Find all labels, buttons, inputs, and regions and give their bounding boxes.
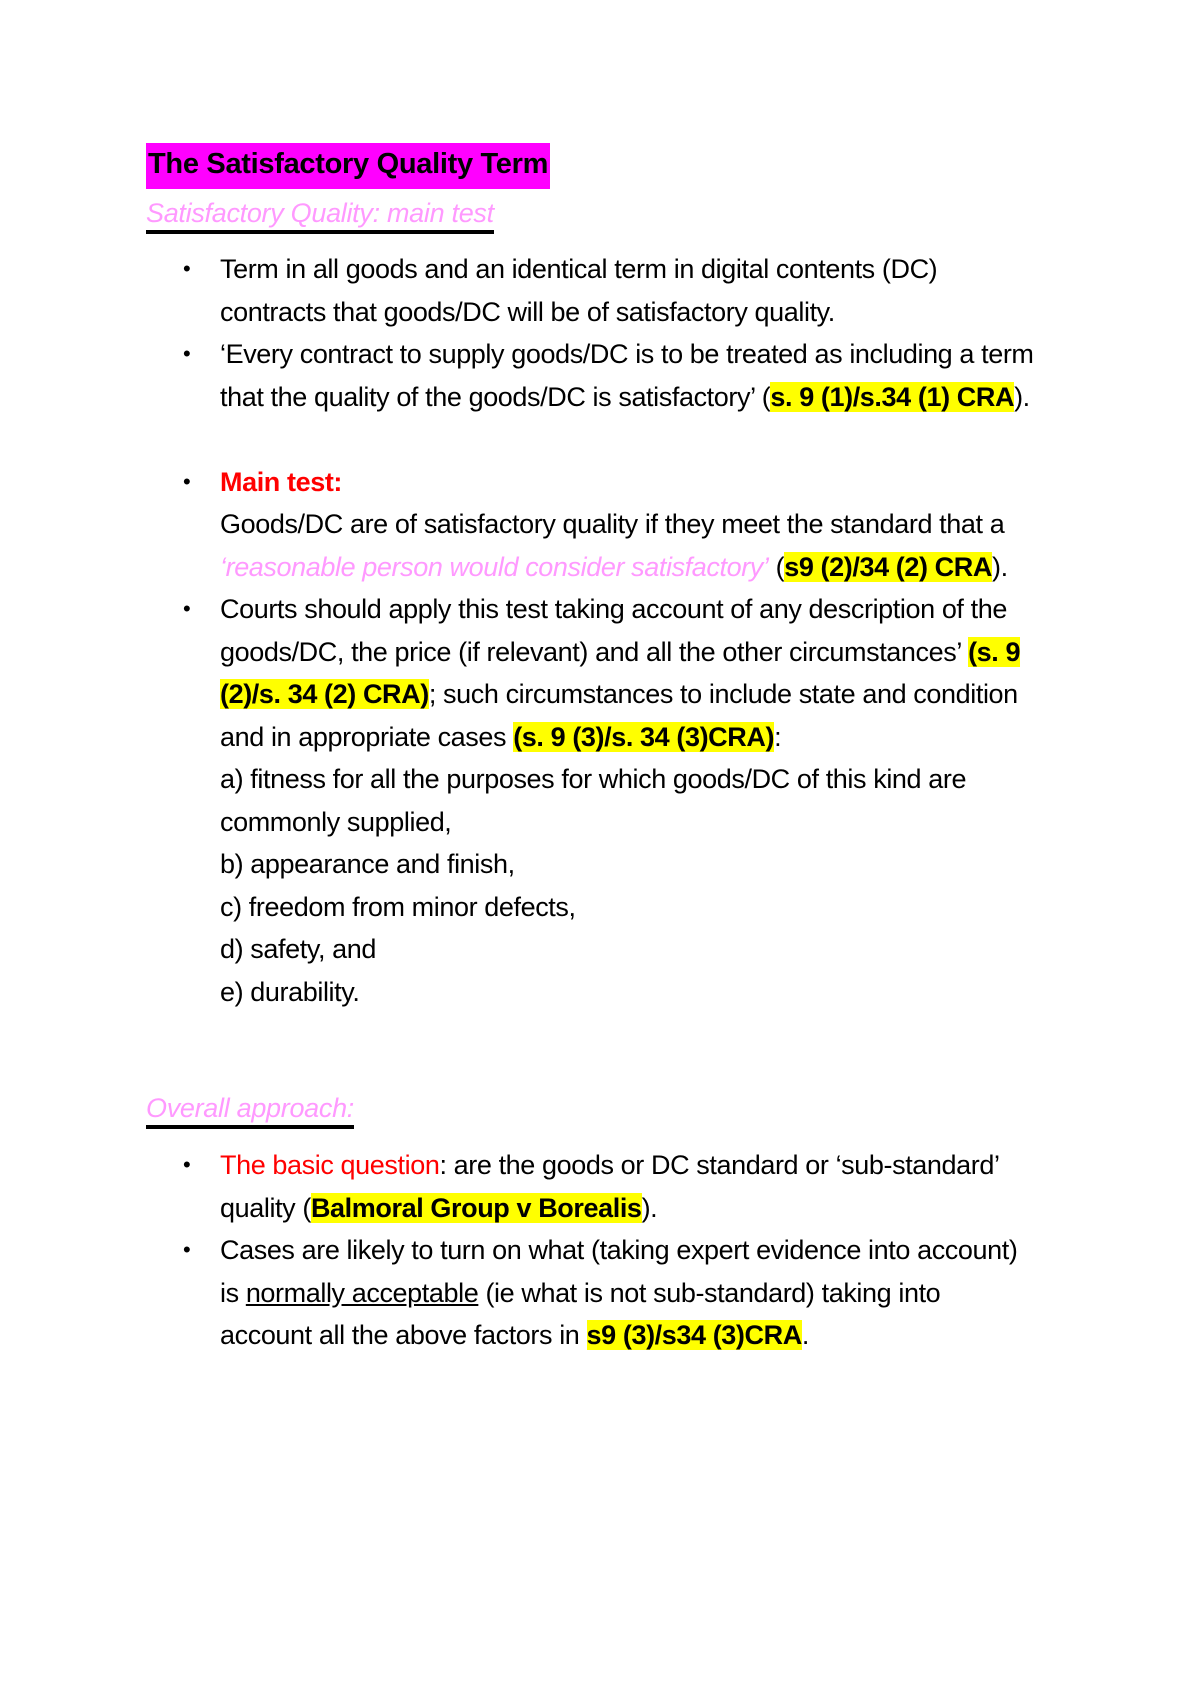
bullet-icon: • bbox=[183, 256, 191, 281]
list-item: • The basic question: are the goods or DC standard or ‘sub-standard’ quality (Balmoral Group v Borealis). bbox=[180, 1144, 1080, 1229]
section-heading-main-test: Satisfactory Quality: main test bbox=[146, 196, 494, 234]
list-item: • Cases are likely to turn on what (taking expert evidence into account) is normally acceptable (ie what is not sub-standard) taking into account all the above factors in s9 (3)/s34 (3)CRA. bbox=[180, 1229, 1080, 1357]
main-test-list bbox=[180, 248, 1080, 1013]
list-item: • Main test: Goods/DC are of satisfactory quality if they meet the standard that a ‘reasonable person would consider satisfactory’ (s9 (2)/34 (2) CRA). bbox=[180, 461, 1080, 589]
statute-citation: (s. 9 (2)/s. 34 (2) CRA) bbox=[220, 636, 1021, 709]
statute-citation: s9 (2)/34 (2) CRA bbox=[784, 551, 992, 582]
reasonable-person-quote: ‘reasonable person would consider satisfactory’ bbox=[220, 551, 769, 582]
document-title: The Satisfactory Quality Term bbox=[146, 143, 550, 189]
statute-citation: s. 9 (1)/s.34 (1) CRA bbox=[770, 381, 1015, 412]
statute-citation: (s. 9 (3)/s. 34 (3)CRA) bbox=[513, 721, 775, 752]
list-item: • ‘Every contract to supply goods/DC is to be treated as including a term that the quality of the goods/DC is satisfactory’ (s. 9 (1)/s.34 (1) CRA). bbox=[180, 333, 1080, 418]
case-citation: Balmoral Group v Borealis bbox=[310, 1192, 642, 1223]
overall-approach-list bbox=[180, 1144, 1080, 1357]
section-heading-overall-approach: Overall approach: bbox=[146, 1091, 354, 1129]
bullet-icon: • bbox=[183, 468, 191, 494]
list-item: • Term in all goods and an identical term in digital contents (DC) contracts that goods/DC will be of satisfactory quality. bbox=[180, 248, 1080, 333]
factor-e: e) durability. bbox=[220, 976, 360, 1007]
factor-c: c) freedom from minor defects, bbox=[220, 891, 576, 922]
bullet-icon: • bbox=[183, 1237, 191, 1262]
statute-citation: s9 (3)/s34 (3)CRA bbox=[586, 1320, 802, 1350]
bullet-icon: • bbox=[183, 1152, 191, 1177]
factor-b: b) appearance and finish, bbox=[220, 849, 515, 879]
blank-line bbox=[180, 418, 1080, 461]
main-test-label: Main test: bbox=[220, 466, 343, 497]
factor-a: a) fitness for all the purposes for which goods/DC of this kind are commonly supplied, bbox=[220, 764, 967, 837]
bullet-icon: • bbox=[183, 341, 191, 366]
basic-question-label: The basic question bbox=[220, 1150, 440, 1180]
list-item: • Courts should apply this test taking account of any description of the goods/DC, the price (if relevant) and all the other circumstances’ (s. 9 (2)/s. 34 (2) CRA); such circumstances to include state and condition and in appropriate cases (s. 9 (3)/s. 34 (3)CRA): a) fitness for all the purposes for which goods/DC of this kind are commonly supplied, b) appearance and finish, c) freedom from minor defects, d) safety, and e) durability. bbox=[180, 588, 1080, 1013]
normally-acceptable-text: normally acceptable bbox=[245, 1277, 479, 1308]
factor-d: d) safety, and bbox=[220, 934, 376, 964]
bullet-icon: • bbox=[183, 596, 191, 621]
